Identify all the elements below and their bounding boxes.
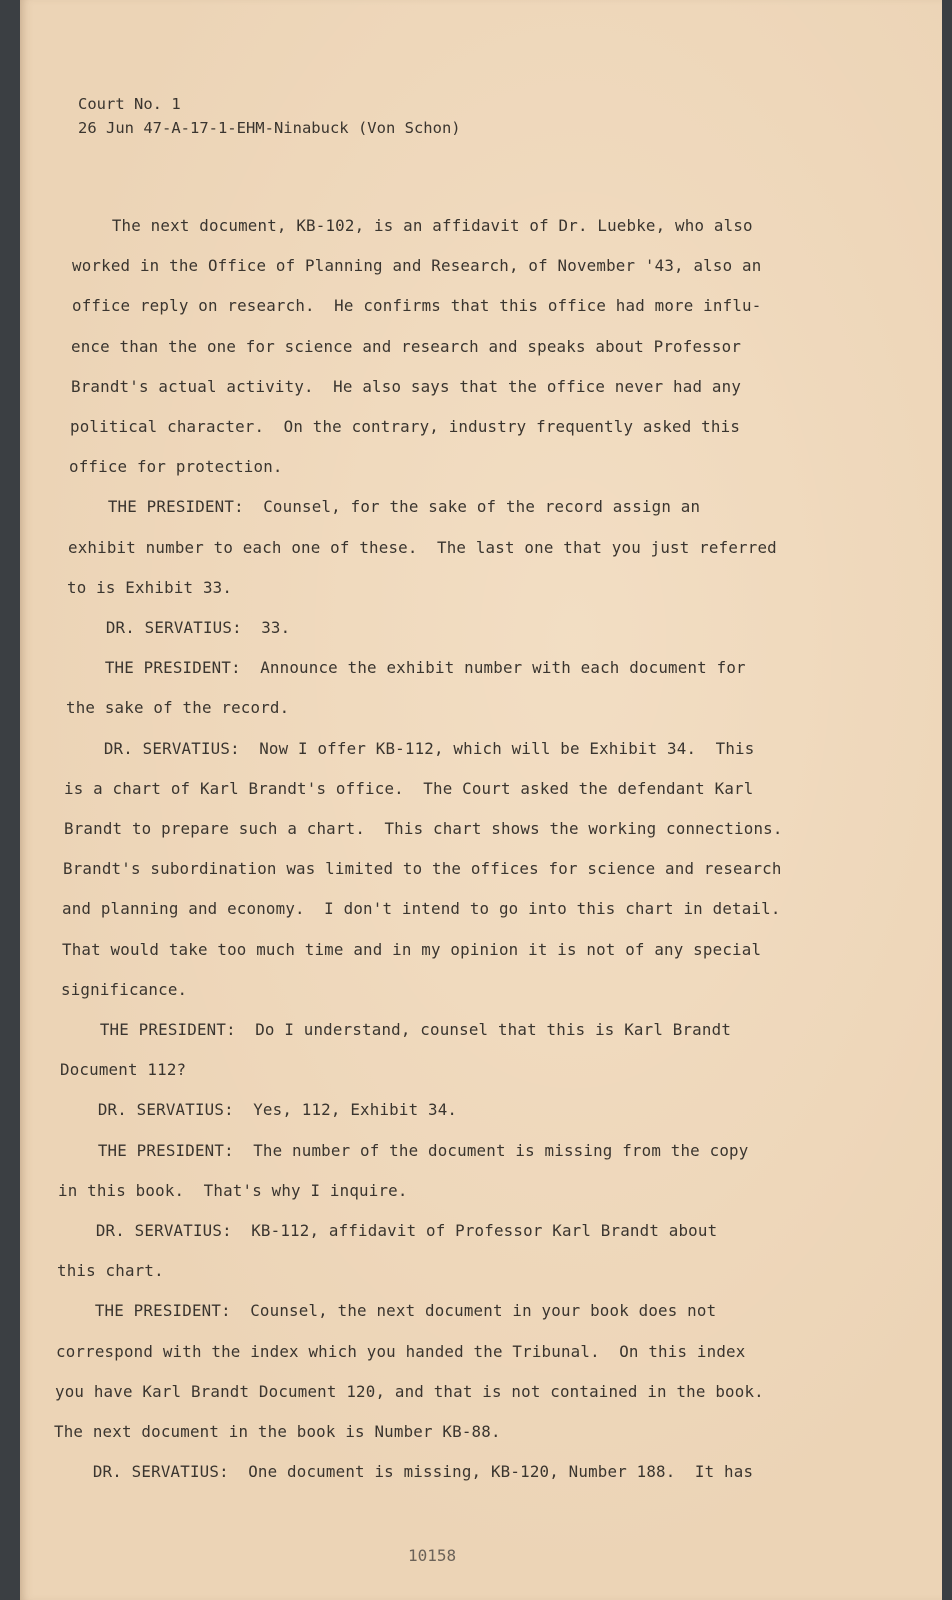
transcript-line: exhibit number to each one of these. The last one that you just referred bbox=[68, 537, 777, 557]
document-header bbox=[78, 92, 461, 140]
transcript-line: Brandt's actual activity. He also says that the office never had any bbox=[71, 376, 742, 396]
transcript-line: THE PRESIDENT: The number of the document is missing from the copy bbox=[59, 1140, 749, 1160]
transcript-line: you have Karl Brandt Document 120, and that is not contained in the book. bbox=[55, 1381, 764, 1401]
transcript-line: THE PRESIDENT: Counsel, for the sake of the record assign an bbox=[69, 497, 701, 517]
transcript-line: this chart. bbox=[57, 1261, 164, 1281]
transcript-line: Document 112? bbox=[60, 1060, 187, 1080]
transcript-line: The next document, KB-102, is an affidavit of Dr. Luebke, who also bbox=[73, 216, 753, 235]
court-number: Court No. 1 bbox=[78, 95, 181, 113]
transcript-line: is a chart of Karl Brandt's office. The Court asked the defendant Karl bbox=[64, 778, 754, 798]
transcript-line: ence than the one for science and research and speaks about Professor bbox=[71, 336, 742, 356]
transcript-line: office for protection. bbox=[69, 457, 283, 477]
transcript-line: and planning and economy. I don't intend to go into this chart in detail. bbox=[62, 899, 781, 919]
transcript-line: to is Exhibit 33. bbox=[67, 577, 233, 597]
transcript-line: significance. bbox=[61, 979, 188, 999]
transcript-line: DR. SERVATIUS: Yes, 112, Exhibit 34. bbox=[59, 1100, 458, 1120]
transcript-line: DR. SERVATIUS: One document is missing, KB-120, Number 188. It has bbox=[54, 1462, 754, 1482]
transcript-line: The next document in the book is Number KB-88. bbox=[54, 1422, 501, 1441]
transcript-line: political character. On the contrary, industry frequently asked this bbox=[70, 417, 741, 436]
transcript-line: office reply on research. He confirms that this office had more influ- bbox=[72, 296, 762, 316]
transcript-line: DR. SERVATIUS: Now I offer KB-112, which will be Exhibit 34. This bbox=[65, 738, 755, 758]
transcript-line: That would take too much time and in my opinion it is not of any special bbox=[62, 939, 762, 959]
transcript-line: THE PRESIDENT: Counsel, the next document in your book does not bbox=[56, 1301, 717, 1321]
session-reference: 26 Jun 47-A-17-1-EHM-Ninabuck (Von Schon) bbox=[78, 119, 461, 137]
transcript-line: Brandt to prepare such a chart. This chart shows the working connections. bbox=[64, 819, 783, 838]
transcript-line: Brandt's subordination was limited to the offices for science and research bbox=[63, 859, 782, 879]
transcript-line: DR. SERVATIUS: KB-112, affidavit of Professor Karl Brandt about bbox=[57, 1221, 718, 1240]
transcript-line: THE PRESIDENT: Do I understand, counsel that this is Karl Brandt bbox=[61, 1020, 732, 1039]
transcript-line: correspond with the index which you handed the Tribunal. On this index bbox=[56, 1341, 746, 1361]
torn-edge bbox=[34, 160, 44, 280]
transcript-line: worked in the Office of Planning and Research, of November '43, also an bbox=[72, 256, 762, 276]
transcript-line: THE PRESIDENT: Announce the exhibit number with each document for bbox=[66, 658, 746, 678]
page-number: 10158 bbox=[408, 1546, 457, 1565]
transcript-line: DR. SERVATIUS: 33. bbox=[67, 618, 291, 637]
transcript-line: the sake of the record. bbox=[66, 698, 290, 718]
torn-edge bbox=[34, 560, 44, 720]
transcript-line: in this book. That's why I inquire. bbox=[58, 1180, 408, 1200]
